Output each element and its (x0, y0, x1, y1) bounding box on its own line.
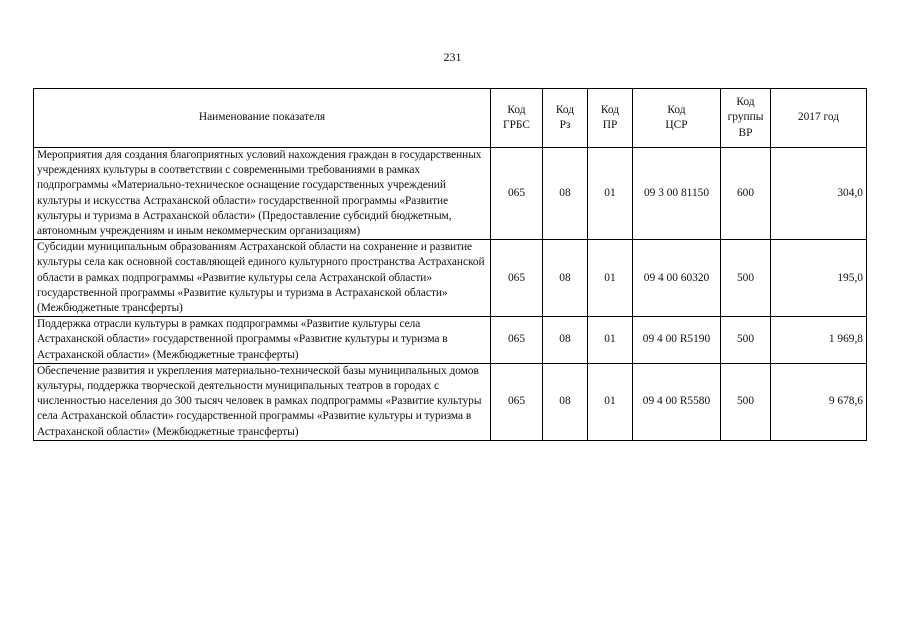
row-name: Субсидии муниципальным образованиям Астраханской области на сохранение и развитие культуры села как основной составляющей единого культурного пространства Астраханской области в рамках подпрограммы «Развитие культуры села Астраханской области» государственной программы «Развитие культуры и туризма в Астраханской области» (Межбюджетные трансферты) (34, 240, 491, 317)
header-pr-line-1: Код (600, 103, 620, 116)
row-vr: 500 (721, 240, 771, 317)
row-rz: 08 (543, 363, 588, 440)
row-amount: 9 678,6 (771, 363, 867, 440)
row-csr: 09 4 00 R5580 (633, 363, 721, 440)
header-year: 2017 год (771, 89, 867, 148)
header-vr-line-1: Код (736, 96, 755, 109)
row-csr: 09 4 00 60320 (633, 240, 721, 317)
header-rz (543, 89, 588, 148)
table-row (34, 317, 867, 364)
row-grbs: 065 (491, 240, 543, 317)
header-rz-line-1: Код (555, 103, 575, 116)
row-amount: 304,0 (771, 148, 867, 240)
header-vr-line-2: группы (727, 111, 764, 124)
header-name: Наименование показателя (34, 89, 491, 148)
row-amount: 195,0 (771, 240, 867, 317)
row-vr: 500 (721, 363, 771, 440)
table-row (34, 240, 867, 317)
row-amount: 1 969,8 (771, 317, 867, 364)
header-vr-line-3: ВР (738, 126, 753, 139)
header-grbs (491, 89, 543, 148)
row-pr: 01 (588, 240, 633, 317)
row-name: Обеспечение развития и укрепления материально-технической базы муниципальных домов культуры, поддержка творческой деятельности муниципальных театров в городах с численностью населения до 300 тысяч человек в рамках подпрограммы «Развитие культуры села Астраханской области» государственной программы «Развитие культуры и туризма в Астраханской области» (Межбюджетные трансферты) (34, 363, 491, 440)
header-pr-line-2: ПР (602, 119, 618, 131)
header-csr-line-1: Код (667, 103, 686, 116)
row-pr: 01 (588, 363, 633, 440)
row-name: Поддержка отрасли культуры в рамках подпрограммы «Развитие культуры села Астраханской области» государственной программы «Развитие культуры и туризма в Астраханской области» (Межбюджетные трансферты) (34, 317, 491, 364)
table-row (34, 148, 867, 240)
row-grbs: 065 (491, 317, 543, 364)
header-pr (588, 89, 633, 148)
row-rz: 08 (543, 148, 588, 240)
row-rz: 08 (543, 317, 588, 364)
row-csr: 09 3 00 81150 (633, 148, 721, 240)
row-vr: 600 (721, 148, 771, 240)
header-vr (721, 89, 771, 148)
row-vr: 500 (721, 317, 771, 364)
page-number: 231 (443, 50, 462, 64)
row-pr: 01 (588, 148, 633, 240)
row-csr: 09 4 00 R5190 (633, 317, 721, 364)
row-name: Мероприятия для создания благоприятных условий нахождения граждан в государственных учреждениях культуры в соответствии с современными требованиями в рамках подпрограммы «Материально-техническое оснащение государственных учреждений культуры и искусства Астраханской области» государственной программы «Развитие культуры и туризма в Астраханской области» (Предоставление субсидий бюджетным, автономным учреждениям и иным некоммерческим организациям) (34, 148, 491, 240)
row-grbs: 065 (491, 363, 543, 440)
header-rz-line-2: Рз (559, 119, 571, 131)
row-rz: 08 (543, 240, 588, 317)
table-header-row (34, 89, 867, 148)
header-csr (633, 89, 721, 148)
row-pr: 01 (588, 317, 633, 364)
header-grbs-line-1: Код (507, 103, 526, 116)
budget-table (33, 88, 867, 441)
row-grbs: 065 (491, 148, 543, 240)
header-grbs-line-2: ГРБС (503, 119, 530, 131)
header-csr-line-2: ЦСР (665, 119, 688, 131)
table-row (34, 363, 867, 440)
